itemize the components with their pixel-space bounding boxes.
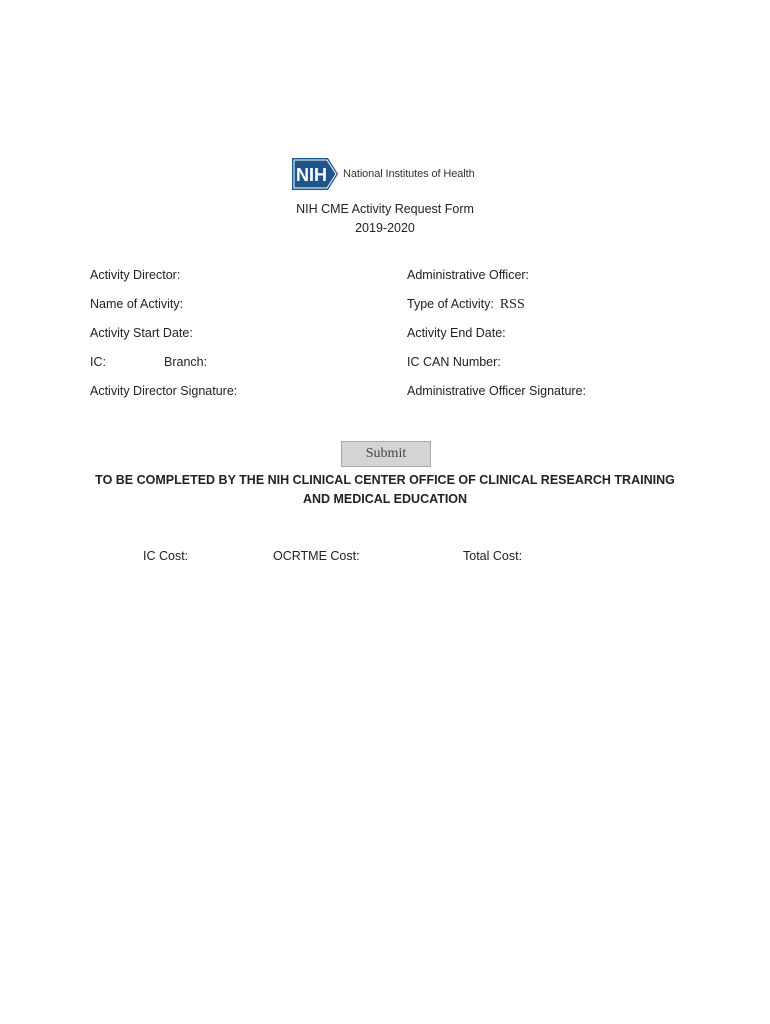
administrative-officer-field[interactable]	[407, 268, 529, 282]
total-cost-field[interactable]	[463, 549, 522, 563]
branch-label: Branch:	[164, 355, 208, 369]
branch-field[interactable]	[164, 355, 207, 369]
type-of-activity-value[interactable]: RSS	[499, 297, 525, 312]
ic-cost-field[interactable]	[143, 549, 188, 563]
ic-can-number-field[interactable]	[407, 355, 501, 369]
activity-end-date-label: Activity End Date:	[407, 326, 506, 340]
name-of-activity-field[interactable]	[90, 297, 183, 311]
nih-logo	[292, 157, 475, 191]
nih-logo-text: National Institutes of Health	[343, 168, 475, 180]
svg-text:NIH: NIH	[296, 165, 327, 185]
ic-cost-label: IC Cost:	[143, 549, 189, 563]
ic-label: IC:	[90, 355, 106, 369]
ic-can-number-label: IC CAN Number:	[407, 355, 501, 369]
administrative-officer-label: Administrative Officer:	[407, 268, 530, 282]
ocrtme-cost-label: OCRTME Cost:	[273, 549, 360, 563]
ic-field[interactable]	[90, 355, 106, 369]
activity-director-signature-label: Activity Director Signature:	[90, 384, 238, 398]
activity-start-date-field[interactable]	[90, 326, 193, 340]
administrative-officer-signature-label: Administrative Officer Signature:	[407, 384, 587, 398]
activity-start-date-label: Activity Start Date:	[90, 326, 193, 340]
activity-end-date-field[interactable]	[407, 326, 506, 340]
total-cost-label: Total Cost:	[463, 549, 523, 563]
activity-director-field[interactable]	[90, 268, 180, 282]
office-notice: TO BE COMPLETED BY THE NIH CLINICAL CENTER OFFICE OF CLINICAL RESEARCH TRAINING AND MEDICAL EDUCATION	[95, 473, 675, 506]
ocrtme-cost-field[interactable]	[273, 549, 360, 563]
administrative-officer-signature-field[interactable]	[407, 384, 586, 398]
form-year: 2019-2020	[355, 221, 415, 235]
activity-director-label: Activity Director:	[90, 268, 181, 282]
type-of-activity-label: Type of Activity:	[407, 297, 494, 311]
nih-logo-mark	[292, 158, 338, 190]
activity-director-signature-field[interactable]	[90, 384, 237, 398]
submit-button[interactable]: Submit	[341, 441, 431, 467]
name-of-activity-label: Name of Activity:	[90, 297, 184, 311]
type-of-activity-field[interactable]	[407, 297, 525, 313]
form-title: NIH CME Activity Request Form	[296, 202, 474, 216]
